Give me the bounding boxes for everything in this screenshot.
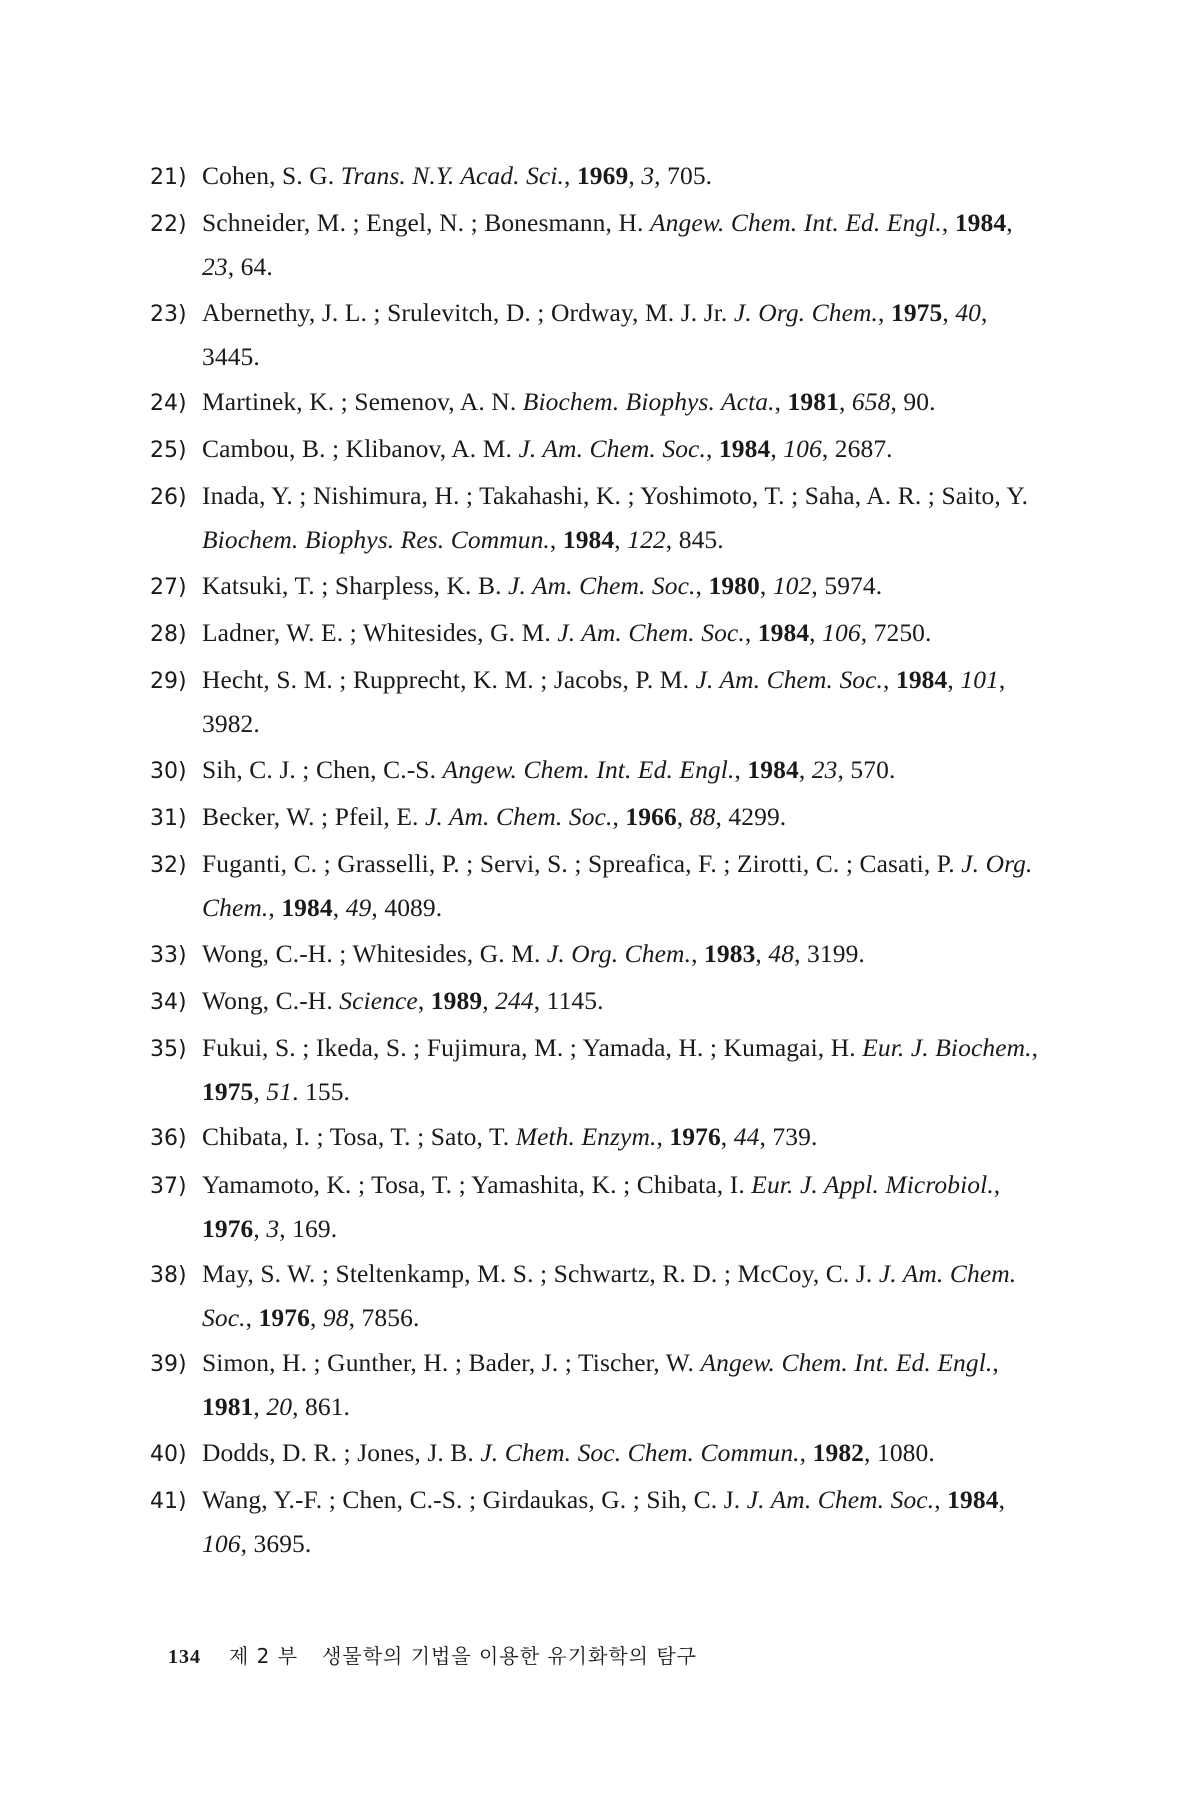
reference-item — [150, 796, 1050, 840]
reference-item — [150, 428, 1050, 472]
reference-segment: , — [942, 297, 956, 327]
reference-segment: Wang, Y.-F. ; Chen, C.-S. ; Girdaukas, G. ; Sih, C. J. — [202, 1484, 747, 1514]
reference-year: 1984 — [281, 893, 333, 923]
reference-item — [150, 475, 1050, 561]
reference-year: 1984 — [895, 665, 948, 695]
reference-italic-segment: Eur. J. Biochem. — [862, 1033, 1032, 1063]
reference-number: 32) — [150, 853, 187, 879]
reference-segment: , 4089. — [371, 893, 443, 923]
page-footer — [168, 1640, 697, 1669]
reference-text — [202, 802, 786, 831]
reference-italic-segment: J. Am. Chem. Soc. — [695, 665, 884, 695]
reference-year: 1980 — [708, 570, 760, 600]
reference-italic-segment: 98 — [322, 1303, 349, 1333]
reference-text — [202, 849, 1033, 922]
reference-italic-segment: J. Am. Chem. Soc. — [424, 801, 613, 831]
reference-segment: Becker, W. ; Pfeil, E. — [202, 801, 425, 831]
reference-segment: , 739. — [759, 1122, 818, 1152]
reference-segment: , 861. — [292, 1392, 351, 1422]
reference-year: 1984 — [757, 618, 810, 648]
reference-number: 27) — [150, 574, 187, 600]
reference-italic-segment: 102 — [772, 570, 812, 600]
reference-italic-segment: J. Am. Chem. Soc. — [557, 618, 745, 648]
reference-italic-segment: 20 — [266, 1392, 293, 1422]
reference-item — [150, 1432, 1050, 1476]
reference-segment: Wong, C.-H. ; Whitesides, G. M. — [202, 938, 547, 968]
reference-segment: , — [332, 893, 346, 923]
reference-segment: Abernethy, J. L. ; Srulevitch, D. ; Ordway, M. J. Jr. — [202, 297, 734, 327]
reference-segment: , 4299. — [715, 801, 787, 831]
reference-item — [150, 1253, 1050, 1339]
reference-year: 1969 — [576, 161, 629, 190]
reference-italic-segment: J. Am. Chem. Soc. — [202, 1259, 1017, 1333]
reference-item — [150, 155, 1050, 199]
reference-italic-segment: 3 — [266, 1213, 280, 1243]
reference-segment: , — [759, 570, 773, 600]
reference-text — [202, 1170, 1000, 1243]
reference-item — [150, 381, 1050, 425]
reference-number: 33) — [150, 942, 187, 968]
reference-italic-segment: 23 — [811, 754, 838, 784]
reference-number: 30) — [150, 758, 187, 784]
reference-number: 36) — [150, 1126, 187, 1152]
reference-text — [202, 208, 1013, 281]
reference-text — [202, 1122, 817, 1151]
reference-segment: , 1145. — [533, 985, 604, 1015]
reference-segment: , — [691, 938, 705, 968]
reference-segment: , 3695. — [240, 1528, 312, 1558]
reference-italic-segment: 48 — [768, 938, 795, 968]
reference-italic-segment: 40 — [955, 297, 982, 327]
reference-segment: Cambou, B. ; Klibanov, A. M. — [202, 434, 519, 464]
reference-segment: , — [755, 938, 769, 968]
reference-year: 1982 — [812, 1437, 865, 1467]
reference-segment: , — [656, 1122, 670, 1152]
reference-italic-segment: 106 — [783, 434, 822, 464]
reference-segment: , — [564, 161, 577, 190]
reference-segment: , — [705, 434, 719, 464]
reference-segment: , — [774, 386, 788, 416]
reference-item — [150, 202, 1050, 288]
reference-item — [150, 1027, 1050, 1113]
reference-segment: , 570. — [837, 754, 896, 784]
reference-segment: , — [838, 386, 852, 416]
reference-number: 39) — [150, 1352, 187, 1378]
reference-year: 1976 — [669, 1122, 721, 1152]
reference-segment: , 705. — [654, 161, 713, 190]
page-number: 134 — [168, 1646, 201, 1668]
reference-segment: , 2687. — [821, 434, 893, 464]
reference-number: 25) — [150, 438, 187, 464]
reference-segment: , 7856. — [348, 1303, 420, 1333]
reference-number: 22) — [150, 212, 187, 238]
reference-year: 1984 — [718, 434, 771, 464]
reference-year: 1984 — [954, 208, 1007, 238]
reference-italic-segment: J. Org. Chem. — [733, 297, 879, 327]
reference-italic-segment: 101 — [960, 665, 999, 695]
reference-list — [150, 155, 1050, 1568]
reference-segment: Schneider, M. ; Engel, N. ; Bonesmann, H. — [202, 208, 650, 238]
reference-segment: , 169. — [279, 1213, 338, 1243]
reference-item — [150, 292, 1050, 378]
reference-italic-segment: J. Am. Chem. Soc. — [746, 1484, 935, 1514]
reference-segment: , — [992, 1348, 999, 1378]
reference-year: 1981 — [202, 1392, 254, 1422]
reference-segment: , 90. — [890, 386, 936, 416]
reference-segment: , 7250. — [860, 618, 932, 648]
reference-segment: Dodds, D. R. ; Jones, J. B. — [202, 1437, 481, 1467]
reference-italic-segment: Science — [339, 985, 418, 1015]
reference-segment: , — [734, 754, 748, 784]
reference-year: 1976 — [258, 1303, 310, 1333]
reference-year: 1984 — [947, 1484, 999, 1514]
reference-segment: , — [947, 665, 961, 695]
reference-italic-segment: 88 — [689, 801, 716, 831]
reference-segment: , — [998, 1484, 1006, 1514]
reference-italic-segment: 244 — [495, 985, 534, 1015]
reference-segment: , — [253, 1077, 267, 1107]
reference-segment: , — [612, 801, 626, 831]
reference-segment: Fukui, S. ; Ikeda, S. ; Fujimura, M. ; Yamada, H. ; Kumagai, H. — [202, 1033, 863, 1063]
reference-text — [202, 986, 604, 1015]
reference-number: 37) — [150, 1173, 187, 1199]
reference-italic-segment: Eur. J. Appl. Microbiol. — [751, 1169, 994, 1199]
reference-segment: , — [934, 1484, 948, 1514]
reference-item — [150, 612, 1050, 656]
reference-segment: Cohen, S. G. — [202, 161, 341, 190]
reference-text — [202, 481, 1028, 554]
reference-segment: , — [614, 525, 628, 555]
reference-segment: , — [883, 665, 896, 695]
reference-number: 41) — [150, 1488, 187, 1514]
reference-segment: Hecht, S. M. ; Rupprecht, K. M. ; Jacobs, P. M. — [202, 665, 696, 695]
reference-text — [202, 618, 932, 647]
reference-year: 1975 — [890, 297, 943, 327]
reference-item — [150, 1479, 1050, 1565]
reference-segment: Simon, H. ; Gunther, H. ; Bader, J. ; Tischer, W. — [202, 1348, 701, 1378]
reference-segment: , — [549, 525, 563, 555]
reference-segment: , — [809, 618, 823, 648]
reference-segment: , — [799, 1437, 813, 1467]
reference-italic-segment: 122 — [627, 525, 666, 555]
reference-segment: Sih, C. J. ; Chen, C.-S. — [202, 754, 443, 784]
reference-number: 38) — [150, 1263, 187, 1289]
reference-item — [150, 659, 1050, 745]
reference-segment: , — [798, 754, 812, 784]
reference-segment: , — [417, 985, 431, 1015]
reference-year: 1983 — [704, 938, 756, 968]
reference-text — [202, 161, 712, 190]
reference-segment: Ladner, W. E. ; Whitesides, G. M. — [202, 618, 558, 648]
reference-segment: Chibata, I. ; Tosa, T. ; Sato, T. — [202, 1122, 516, 1152]
reference-year: 1976 — [202, 1213, 254, 1243]
reference-italic-segment: J. Org. Chem. — [202, 849, 1033, 923]
reference-number: 40) — [150, 1441, 187, 1467]
reference-italic-segment: J. Am. Chem. Soc. — [508, 570, 696, 600]
reference-number: 29) — [150, 669, 187, 695]
reference-segment: , — [744, 618, 758, 648]
reference-text — [202, 1485, 1005, 1558]
reference-segment: , — [1006, 208, 1013, 238]
reference-year: 1966 — [625, 801, 677, 831]
reference-segment: , — [695, 570, 709, 600]
reference-segment: , — [245, 1303, 259, 1333]
reference-year: 1975 — [202, 1077, 254, 1107]
reference-text — [202, 1348, 999, 1421]
reference-item — [150, 980, 1050, 1024]
reference-segment: Martinek, K. ; Semenov, A. N. — [202, 386, 523, 416]
reference-italic-segment: Meth. Enzym. — [515, 1122, 657, 1152]
reference-year: 1984 — [747, 754, 799, 784]
reference-segment: May, S. W. ; Steltenkamp, M. S. ; Schwartz, R. D. ; McCoy, C. J. — [202, 1259, 879, 1289]
reference-segment: , — [993, 1169, 1001, 1199]
reference-italic-segment: Angew. Chem. Int. Ed. Engl. — [442, 754, 735, 784]
reference-text — [202, 1438, 935, 1467]
reference-item — [150, 933, 1050, 977]
reference-number: 26) — [150, 485, 187, 511]
reference-segment: , 3445. — [202, 297, 988, 371]
reference-segment: , — [628, 161, 642, 190]
reference-text — [202, 571, 882, 600]
reference-segment: , — [482, 985, 496, 1015]
reference-italic-segment: 3 — [641, 161, 655, 190]
reference-italic-segment: 23 — [202, 252, 228, 282]
reference-text — [202, 939, 865, 968]
reference-segment: , 5974. — [811, 570, 883, 600]
reference-italic-segment: 106 — [822, 618, 861, 648]
reference-number: 28) — [150, 622, 187, 648]
reference-number: 24) — [150, 390, 187, 416]
reference-segment: , — [253, 1213, 267, 1243]
part-label: 제 2 부 — [229, 1644, 299, 1668]
reference-segment: Fuganti, C. ; Grasselli, P. ; Servi, S. ; Spreafica, F. ; Zirotti, C. ; Casati, P. — [202, 849, 962, 879]
reference-text — [202, 1033, 1038, 1106]
reference-number: 35) — [150, 1037, 187, 1063]
reference-year: 1989 — [430, 985, 483, 1015]
reference-italic-segment: Trans. N.Y. Acad. Sci. — [340, 161, 564, 190]
reference-number: 23) — [150, 301, 187, 327]
reference-segment: , — [676, 801, 690, 831]
book-title: 생물학의 기법을 이용한 유기화학의 탐구 — [322, 1644, 697, 1668]
reference-segment: , — [770, 434, 784, 464]
reference-italic-segment: J. Am. Chem. Soc. — [518, 434, 706, 464]
reference-segment: , — [309, 1303, 323, 1333]
reference-italic-segment: Biochem. Biophys. Acta. — [522, 386, 775, 416]
reference-segment: , — [268, 893, 282, 923]
reference-text — [202, 434, 893, 463]
reference-italic-segment: Biochem. Biophys. Res. Commun. — [202, 525, 550, 555]
reference-number: 34) — [150, 989, 187, 1015]
reference-year: 1981 — [787, 386, 839, 416]
reference-italic-segment: J. Org. Chem. — [546, 938, 692, 968]
reference-segment: , 845. — [665, 525, 724, 555]
reference-segment: , — [720, 1122, 734, 1152]
reference-segment: . 155. — [292, 1077, 351, 1107]
reference-italic-segment: J. Chem. Soc. Chem. Commun. — [480, 1437, 800, 1467]
reference-italic-segment: 51 — [266, 1077, 293, 1107]
reference-segment: , 3199. — [794, 938, 865, 968]
reference-number: 21) — [150, 165, 187, 190]
reference-text — [202, 665, 1005, 738]
reference-italic-segment: Angew. Chem. Int. Ed. Engl. — [649, 208, 942, 238]
reference-year: 1984 — [562, 525, 615, 555]
reference-italic-segment: 106 — [202, 1528, 241, 1558]
reference-item — [150, 749, 1050, 793]
reference-italic-segment: Angew. Chem. Int. Ed. Engl. — [700, 1348, 993, 1378]
reference-segment: Inada, Y. ; Nishimura, H. ; Takahashi, K. ; Yoshimoto, T. ; Saha, A. R. ; Saito, Y. — [202, 481, 1029, 511]
reference-italic-segment: 658 — [851, 386, 891, 416]
reference-text — [202, 755, 895, 784]
reference-item — [150, 843, 1050, 929]
reference-item — [150, 1342, 1050, 1428]
reference-segment: , 64. — [227, 252, 273, 282]
reference-segment: , — [253, 1392, 267, 1422]
reference-segment: , 1080. — [864, 1437, 935, 1467]
reference-item — [150, 1164, 1050, 1250]
reference-segment: Katsuki, T. ; Sharpless, K. B. — [202, 570, 509, 600]
reference-item — [150, 1116, 1050, 1160]
reference-text — [202, 298, 988, 371]
reference-text — [202, 1259, 1016, 1332]
reference-segment: , — [941, 208, 955, 238]
reference-italic-segment: 44 — [733, 1122, 760, 1152]
reference-item — [150, 565, 1050, 609]
reference-segment: , — [878, 297, 891, 327]
reference-italic-segment: 49 — [345, 893, 372, 923]
reference-segment: Wong, C.-H. — [202, 985, 340, 1015]
reference-segment: Yamamoto, K. ; Tosa, T. ; Yamashita, K. ; Chibata, I. — [202, 1169, 752, 1199]
reference-segment: , — [1031, 1033, 1039, 1063]
reference-number: 31) — [150, 805, 187, 831]
reference-text — [202, 387, 936, 416]
reference-segment: , 3982. — [202, 665, 1006, 739]
